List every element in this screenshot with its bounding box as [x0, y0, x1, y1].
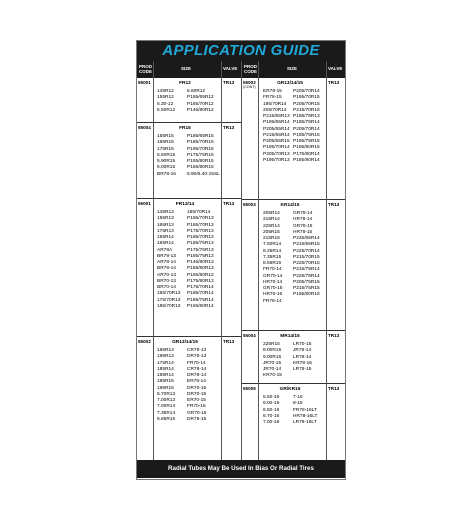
- tire-size: 215R14: [263, 217, 280, 223]
- tire-size: 185/70R14: [187, 210, 211, 215]
- tire-size: P225/70R14: [293, 248, 320, 254]
- size-row: [157, 108, 221, 114]
- tire-size: P195/80R15: [293, 145, 320, 151]
- tire-size: 8.55R15: [263, 261, 282, 266]
- prod-code: 55005: [243, 386, 256, 391]
- size-list: [157, 134, 221, 178]
- tire-size: KR70-15: [263, 373, 282, 379]
- tire-size: P215/65R15: [293, 242, 320, 248]
- guide-title: APPLICATION GUIDE: [137, 41, 345, 61]
- valve-code: TR13: [328, 80, 340, 85]
- tire-size: 225R15: [263, 342, 280, 347]
- tire-size: AR78A: [157, 247, 173, 253]
- tire-size: 6.00R15: [157, 165, 176, 171]
- left-size-header: SIZE: [181, 66, 192, 71]
- valve-code: TR13: [223, 339, 235, 344]
- size-list: [157, 348, 221, 423]
- tire-size: AR70-13: [157, 272, 176, 278]
- tire-size: LR78-14: [293, 354, 312, 360]
- tire-size: P195/70R13: [263, 157, 290, 163]
- tire-size: GR78-14: [293, 211, 313, 216]
- tire-size: ER70-15: [187, 398, 206, 403]
- tire-size: ER78-15: [263, 89, 282, 94]
- tire-size: 165R13: [157, 222, 174, 228]
- tire-size: 7.35R15: [263, 254, 282, 260]
- left-prod-code-header: PROD CODE: [139, 64, 153, 74]
- tire-size: 205R14: [263, 211, 280, 216]
- valve-code: TR13: [328, 386, 340, 391]
- size-row: [263, 373, 325, 379]
- tire-size: P185/70R13: [187, 235, 214, 240]
- size-list: [263, 395, 325, 426]
- tire-size: P185/80R14: [293, 157, 320, 163]
- tire-size: P185/70R14: [187, 291, 214, 297]
- tire-size: 195R14: [157, 373, 174, 378]
- tire-size: 185R13: [157, 348, 174, 353]
- tire-size: 185R14: [157, 366, 174, 372]
- tire-size: 175R14: [157, 360, 174, 366]
- tire-size: BR78-15: [157, 171, 176, 177]
- application-guide-card: [136, 40, 346, 480]
- tire-size: P215/70R15: [293, 107, 320, 113]
- tire-size: P175/70R14: [187, 285, 214, 290]
- tire-size: P165/80R15: [187, 165, 214, 171]
- tire-size: 5.60R15: [157, 152, 176, 158]
- tire-size: 175/70R13: [157, 297, 181, 303]
- tire-size: HR70-15: [263, 292, 283, 298]
- right-prod-code-header: PROD CODE: [244, 64, 258, 74]
- tire-size: P215/70R15: [293, 254, 320, 260]
- tire-size: 7.00R14: [157, 404, 176, 410]
- prod-code: 55002: [138, 339, 151, 344]
- column-divider: [221, 61, 222, 460]
- tire-size: 8-16: [293, 401, 303, 407]
- tire-size: 165R14: [157, 241, 174, 247]
- right-size-header: SIZE: [287, 66, 298, 71]
- tire-size: P225/65R14: [293, 236, 320, 241]
- tire-size: BR70-13: [157, 278, 176, 284]
- column-divider: [258, 61, 259, 460]
- tire-size: GR70-15: [263, 286, 283, 291]
- tire-size: LR70-15: [293, 342, 312, 347]
- tire-size: P215/65R13: [263, 114, 290, 119]
- group-title: MR14/15: [280, 334, 300, 339]
- valve-code: TR13: [223, 201, 235, 206]
- tire-size: P185/65R15: [187, 134, 214, 139]
- tire-size: P185/75R14: [293, 120, 320, 126]
- tire-size: FR78-14: [263, 298, 282, 304]
- tire-size: P165/70R12: [187, 101, 214, 107]
- tire-size: 6.70-16: [263, 413, 280, 419]
- tire-size: P225/70R15: [293, 261, 320, 266]
- group-title: GR13/14/15: [277, 81, 303, 86]
- tire-size: LR78-16LT: [293, 420, 317, 425]
- tire-size: BR78-13: [157, 253, 176, 259]
- size-list: [263, 211, 325, 305]
- tire-size: P165/65R12: [187, 95, 214, 101]
- tire-size: 155R14: [157, 235, 174, 240]
- tire-size: JR70-14: [263, 367, 282, 372]
- tire-size: HR78-14: [293, 217, 313, 223]
- tire-size: P155/80R13: [187, 266, 214, 272]
- group-title: KR14/15: [280, 203, 300, 208]
- prod-code: 55001: [138, 80, 151, 85]
- size-row: [263, 158, 325, 164]
- size-list: [263, 342, 325, 380]
- valve-code: TR13: [328, 202, 340, 207]
- tire-size: 225R14: [263, 223, 280, 229]
- tire-size: FR70-14: [187, 360, 206, 366]
- tire-size: JR70-15: [263, 360, 282, 366]
- tire-size: 185/70R13: [157, 303, 181, 309]
- tire-size: P215/75R15: [293, 286, 320, 291]
- tire-size: ER78-14: [187, 379, 206, 385]
- tire-size: GR78-15: [293, 223, 313, 229]
- tire-size: 5.90/6.40-15SL: [187, 171, 220, 177]
- tire-size: P205/70R15: [293, 101, 320, 107]
- tire-size: P185/75R15: [293, 132, 320, 138]
- tire-size: CR78-14: [187, 366, 207, 372]
- tire-size: 6.50-16: [263, 407, 280, 413]
- tire-size: P195/70R14: [263, 145, 290, 151]
- tire-size: 5.50-16: [263, 395, 280, 400]
- tire-size: 175R13: [157, 228, 174, 234]
- tire-size: P145/80R13: [187, 260, 214, 265]
- tire-size: P165/80R15: [293, 292, 320, 298]
- tire-size: 5.90R15: [157, 159, 176, 164]
- size-list: [263, 89, 325, 164]
- tire-size: 165/70R13: [157, 291, 181, 297]
- prod-code: 55003: [243, 202, 256, 207]
- group-title: GR/KR16: [279, 387, 301, 392]
- tire-size: P205/70R14: [293, 126, 320, 132]
- tire-size: 185R15: [157, 379, 174, 385]
- tire-size: HR70-14: [263, 279, 283, 285]
- tire-size: JR78-14: [293, 348, 312, 354]
- group-title: FR15: [179, 126, 191, 131]
- size-list: [157, 210, 221, 310]
- tire-size: 145R12: [157, 89, 174, 94]
- tire-size: FR78-15: [263, 95, 282, 101]
- size-row: [157, 172, 221, 178]
- tire-size: 7.50R14: [263, 242, 282, 248]
- tire-size: 7.00-16: [263, 420, 280, 425]
- tire-size: 175R15: [157, 146, 174, 152]
- tire-size: P205/70R13: [263, 151, 290, 157]
- tire-size: DR78-14: [187, 373, 207, 378]
- tire-size: DR78-13: [187, 354, 207, 360]
- tire-size: 205R15: [263, 229, 280, 235]
- tire-size: 195R15: [157, 385, 174, 391]
- tire-size: 5.50R12: [157, 107, 176, 113]
- tire-size: P215/75R14: [293, 267, 320, 273]
- tire-size: 195R13: [157, 354, 174, 360]
- tire-size: P215/65R14: [263, 132, 290, 138]
- size-row: [263, 420, 325, 426]
- tire-size: P205/70R14: [293, 89, 320, 94]
- column-divider: [326, 61, 327, 460]
- group-title: FR13/14: [175, 202, 195, 207]
- tire-size: 5.60R12: [187, 89, 206, 94]
- tire-size: P165/70R13: [187, 222, 214, 228]
- prod-code: 55004: [243, 333, 256, 338]
- tire-size: P185/75R14: [187, 297, 214, 303]
- tire-size: [293, 299, 325, 305]
- tire-size: BR78-14: [157, 266, 176, 272]
- tire-size: P175/75R13: [187, 247, 214, 253]
- tire-size: 7-16: [293, 395, 303, 400]
- tire-size: [293, 373, 325, 379]
- tire-size: P185/75R13: [293, 114, 320, 119]
- tire-size: P175/70R13: [187, 228, 214, 234]
- tire-size: DR70-15: [187, 385, 207, 391]
- tire-size: 6.00-16: [263, 401, 280, 407]
- continued-label: (CONT): [243, 85, 256, 89]
- tire-size: 8.25R14: [263, 248, 282, 254]
- tire-size: 155R13: [157, 216, 174, 222]
- tire-size: P175/80R14: [293, 151, 320, 157]
- tire-size: 145R13: [157, 210, 174, 215]
- right-valve-header: VALVE: [328, 66, 343, 71]
- group-title: FR12: [179, 81, 191, 86]
- tire-size: P185/70R15: [187, 140, 214, 146]
- tire-size: KR78-15: [293, 360, 312, 366]
- group-title: GR13/14/15: [172, 340, 198, 345]
- tire-size: 195/70R14: [263, 101, 287, 107]
- tire-size: P205/65R15: [263, 139, 290, 144]
- tire-size: P195/65R14: [263, 120, 290, 126]
- tire-size: P195/70R15: [293, 95, 320, 101]
- tire-size: 8.00R15: [263, 348, 282, 354]
- valve-code: TR13: [223, 125, 235, 130]
- prod-code: 55002: [243, 80, 256, 85]
- tire-size: AR78-14: [157, 260, 176, 265]
- tire-size: P155/70R13: [187, 216, 214, 222]
- tire-size: DR70-15: [187, 391, 207, 397]
- tire-size: 155R12: [157, 95, 174, 101]
- footer-note: Radial Tubes May Be Used In Bias Or Radial Tires: [137, 460, 345, 478]
- size-row: [263, 299, 325, 305]
- tire-size: P165/80R13: [187, 272, 214, 278]
- tire-size: P145/80R12: [187, 107, 214, 113]
- tire-size: FR70-14: [263, 267, 282, 273]
- tire-size: 155R15: [157, 134, 174, 139]
- column-divider: [153, 61, 154, 460]
- tire-size: P165/80R14: [187, 303, 214, 309]
- tire-size: P195/75R15: [293, 139, 320, 144]
- tire-size: P155/80R15: [187, 159, 214, 164]
- tire-size: GR70-14: [263, 273, 283, 279]
- size-list: [157, 89, 221, 114]
- tire-size: 165R15: [157, 140, 174, 146]
- tire-size: P195/70R15: [187, 146, 214, 152]
- valve-code: TR13: [223, 80, 235, 85]
- tire-size: 9.00R15: [263, 354, 282, 360]
- tire-size: FR78-16LT: [293, 407, 317, 413]
- tire-size: CR78-13: [187, 348, 207, 353]
- size-row: [157, 417, 221, 423]
- tire-size: HR78-15: [293, 229, 313, 235]
- tire-size: 5.30-12: [157, 101, 174, 107]
- valve-code: TR13: [328, 333, 340, 338]
- tire-size: P225/75R14: [293, 273, 320, 279]
- tire-size: P205/75R15: [293, 279, 320, 285]
- tire-size: 6.85R15: [157, 416, 176, 422]
- left-valve-header: VALVE: [223, 66, 238, 71]
- prod-code: 55004: [138, 125, 151, 130]
- tire-size: GR70-15: [187, 410, 207, 416]
- tire-size: BR70-14: [157, 285, 176, 290]
- column-divider: [241, 61, 242, 460]
- tire-size: FR70-15: [187, 404, 206, 410]
- tire-size: 7.00R13: [157, 398, 176, 403]
- tire-size: LR78-15: [293, 367, 312, 372]
- tire-size: 215R15: [263, 236, 280, 241]
- tire-size: P175/80R13: [187, 278, 214, 284]
- tire-size: P175/75R15: [187, 152, 214, 158]
- tire-size: 205/70R14: [263, 107, 287, 113]
- tire-size: P205/65R14: [263, 126, 290, 132]
- prod-code: 55001: [138, 201, 151, 206]
- tire-size: 7.35R14: [157, 410, 176, 416]
- tire-size: DR78-15: [187, 416, 207, 422]
- size-row: [157, 304, 221, 310]
- tire-size: P165/75R13: [187, 241, 214, 247]
- tire-size: P185/75R13: [187, 253, 214, 259]
- tire-size: 6.70R13: [157, 391, 176, 397]
- tire-size: HR78-16LT: [293, 413, 318, 419]
